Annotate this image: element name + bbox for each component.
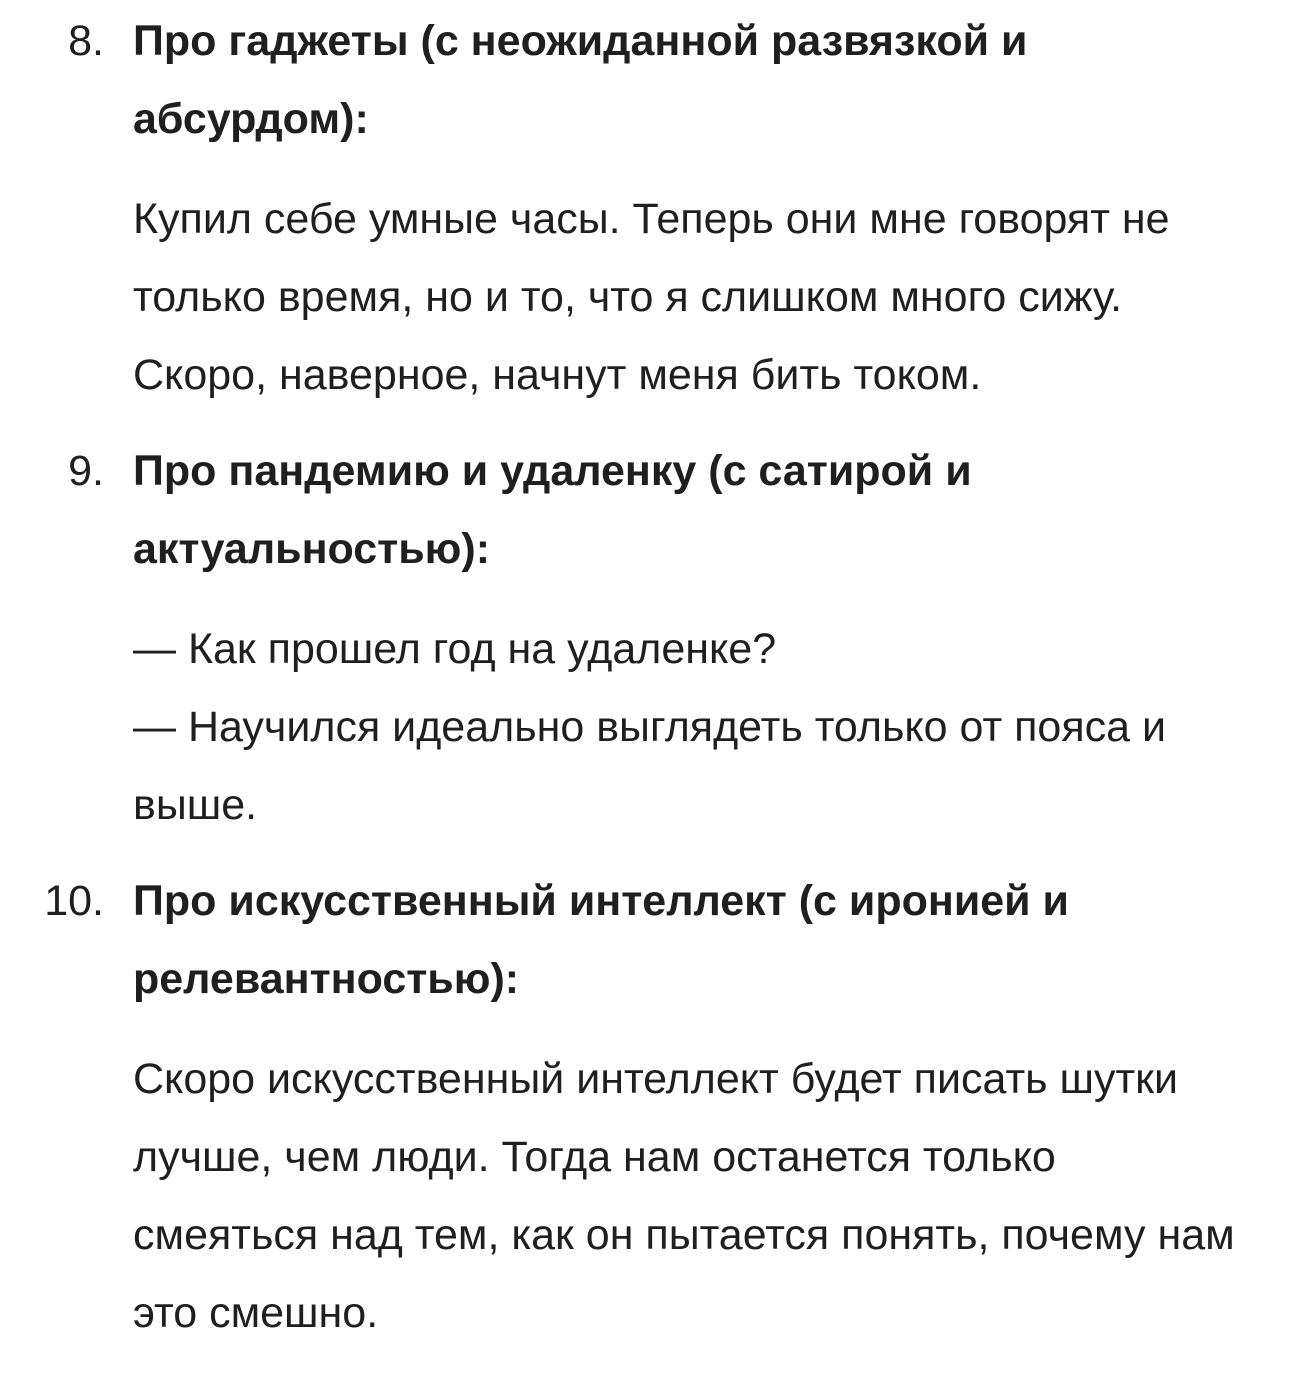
item-text: Скоро искусственный интеллект будет писать шутки лучше, чем люди. Тогда нам останется только смеяться над тем, как он пытается понять, почему нам это смешно.: [133, 1055, 1235, 1337]
item-text: — Научился идеально выглядеть только от пояса и выше.: [133, 703, 1167, 829]
item-number: 10.: [44, 877, 104, 925]
item-text: — Как прошел год на удаленке?: [133, 625, 777, 673]
item-number: 8.: [68, 17, 104, 65]
item-text: Купил себе умные часы. Теперь они мне говорят не только время, но и то, что я слишком много сижу. Скоро, наверное, начнут меня бить током.: [133, 195, 1170, 399]
item-title: Про пандемию и удаленку (с сатирой и актуальностью):: [133, 447, 972, 573]
item-number: 9.: [68, 447, 104, 495]
list-item: [0, 862, 1290, 1352]
list-item: [0, 0, 1290, 414]
item-title: Про искусственный интеллект (с иронией и релевантностью):: [133, 877, 1069, 1003]
item-title: Про гаджеты (с неожиданной развязкой и абсурдом):: [133, 17, 1028, 143]
list-item: [0, 432, 1290, 844]
